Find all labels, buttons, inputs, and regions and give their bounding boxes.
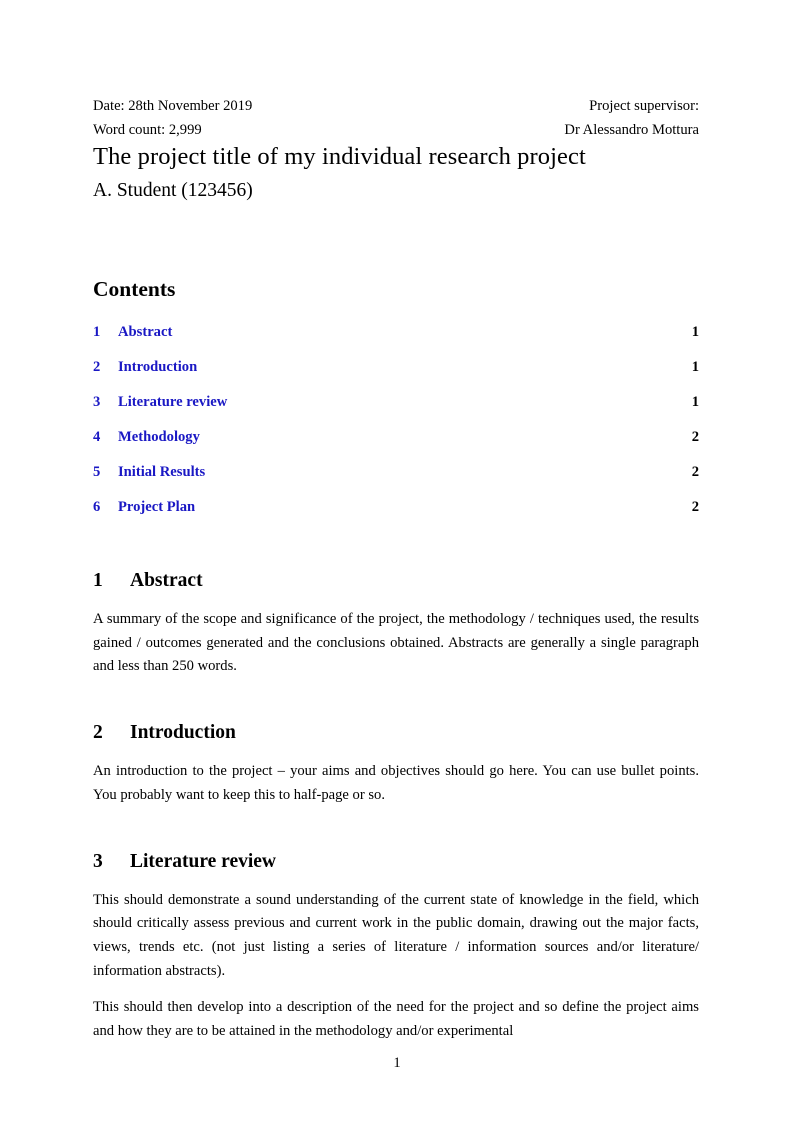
section-title: Abstract: [130, 570, 203, 591]
toc-entry-number: 2: [93, 359, 101, 375]
contents-heading: Contents: [93, 277, 176, 301]
section-number: 2: [93, 722, 103, 744]
page-number: 1: [393, 1055, 401, 1071]
header-meta-row-wordcount: [93, 119, 699, 143]
section-heading: [93, 701, 699, 746]
toc-entry-page: 1: [691, 394, 699, 410]
supervisor-label: Project supervisor:: [589, 98, 699, 114]
section-paragraph: This should demonstrate a sound understanding of the current state of knowledge in the field, which should critically assess previous and current work in the public domain, drawing out the major facts, views, trends etc. (not just listing a series of literature / information sources and/or literature/ information abstracts).: [93, 891, 699, 979]
toc-entry-number: 3: [93, 394, 101, 410]
section-number: 3: [93, 850, 103, 872]
toc-entry-label[interactable]: Initial Results: [118, 464, 206, 480]
section-title: Introduction: [130, 722, 236, 744]
toc-entry[interactable]: [93, 394, 699, 429]
word-count-label: Word count: 2,999: [93, 121, 202, 138]
section: [93, 549, 699, 679]
toc-entry-label[interactable]: Methodology: [118, 429, 200, 445]
section-title: Literature review: [130, 850, 277, 872]
author-name: A. Student (123456): [93, 180, 253, 201]
toc-entry-page: 2: [691, 464, 699, 480]
page-title: The project title of my individual research project: [93, 143, 586, 170]
date-label: Date: 28th November 2019: [93, 98, 253, 114]
toc-entry[interactable]: [93, 499, 699, 534]
toc-entry-label[interactable]: Literature review: [118, 394, 228, 410]
section: [93, 701, 699, 807]
toc-entry[interactable]: [93, 324, 699, 359]
section-heading: [93, 549, 699, 594]
toc-entry-number: 6: [93, 499, 101, 515]
toc-entry-page: 1: [691, 359, 699, 375]
toc-entry[interactable]: [93, 464, 699, 499]
toc-entry-number: 5: [93, 464, 101, 480]
toc-entry-number: 4: [93, 429, 101, 445]
toc-entry-label[interactable]: Project Plan: [118, 499, 196, 515]
toc-entry-label[interactable]: Abstract: [118, 324, 173, 340]
toc-entry-label[interactable]: Introduction: [118, 359, 198, 375]
body-sections: [93, 549, 699, 1044]
toc-list: [93, 324, 699, 534]
toc-entry[interactable]: [93, 359, 699, 394]
toc-entry-number: 1: [93, 324, 101, 340]
section: [93, 830, 699, 1044]
section-paragraph: This should then develop into a description of the need for the project and so define the project aims and how they are to be attained in the methodology and/or experimental: [93, 999, 699, 1040]
title-block: [93, 142, 699, 204]
table-of-contents: [93, 276, 699, 534]
page-footer: [0, 1053, 794, 1073]
section-paragraph: An introduction to the project – your aims and objectives should go here. You can use bullet points. You probably want to keep this to half-page or so.: [93, 763, 699, 803]
supervisor-name: Dr Alessandro Mottura: [564, 121, 699, 138]
section-paragraph: A summary of the scope and significance of the project, the methodology / techniques used, the results gained / outcomes generated and the conclusions obtained. Abstracts are generally a single paragraph and less than 250 words.: [93, 611, 699, 675]
toc-entry-page: 2: [691, 429, 699, 445]
toc-entry-page: 1: [691, 324, 699, 340]
toc-entry[interactable]: [93, 429, 699, 464]
toc-entry-page: 2: [691, 499, 699, 515]
section-number: 1: [93, 570, 103, 591]
section-heading: [93, 830, 699, 875]
header-meta-row-date: [93, 95, 699, 119]
header-meta-block: [93, 95, 699, 142]
